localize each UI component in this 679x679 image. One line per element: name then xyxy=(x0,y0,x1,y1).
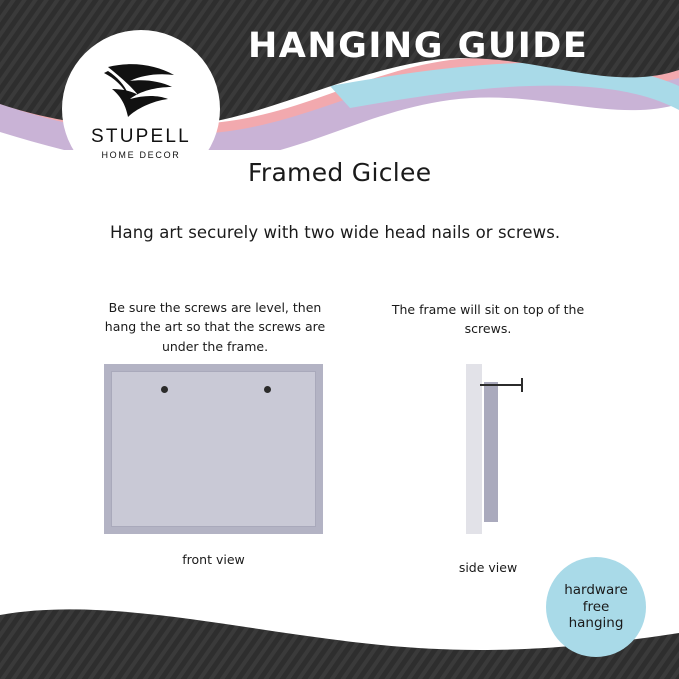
brand-subtitle: HOME DECOR xyxy=(101,149,181,160)
screw-dot-left-icon xyxy=(161,386,168,393)
front-view-caption: Be sure the screws are level, then hang the art so that the screws are under the frame. xyxy=(104,300,326,354)
front-view-label: front view xyxy=(182,552,245,567)
side-view-diagram xyxy=(466,364,532,534)
screw-dot-right-icon xyxy=(264,386,271,393)
badge-line-1: hardware xyxy=(564,581,628,598)
side-view-label: side view xyxy=(458,560,518,575)
front-view-diagram xyxy=(104,364,323,534)
brand-name: STUPELL xyxy=(91,125,191,147)
instruction-text: Hang art securely with two wide head nails or screws. xyxy=(110,223,561,242)
side-view-caption: The frame will sit on top of the screws. xyxy=(391,302,585,337)
hardware-free-badge xyxy=(546,557,646,657)
brand-logo xyxy=(62,30,220,188)
frame-inner-art xyxy=(111,371,316,527)
screw-head-icon xyxy=(521,378,523,392)
page-title: HANGING GUIDE xyxy=(248,26,589,66)
stupell-swoosh-logo-icon xyxy=(98,59,184,121)
badge-line-2: free xyxy=(582,598,610,615)
frame-side-profile xyxy=(484,382,498,522)
badge-line-3: hanging xyxy=(568,615,624,632)
screw-shaft-icon xyxy=(480,384,523,386)
product-type: Framed Giclee xyxy=(248,158,432,187)
wall-surface xyxy=(466,364,482,534)
